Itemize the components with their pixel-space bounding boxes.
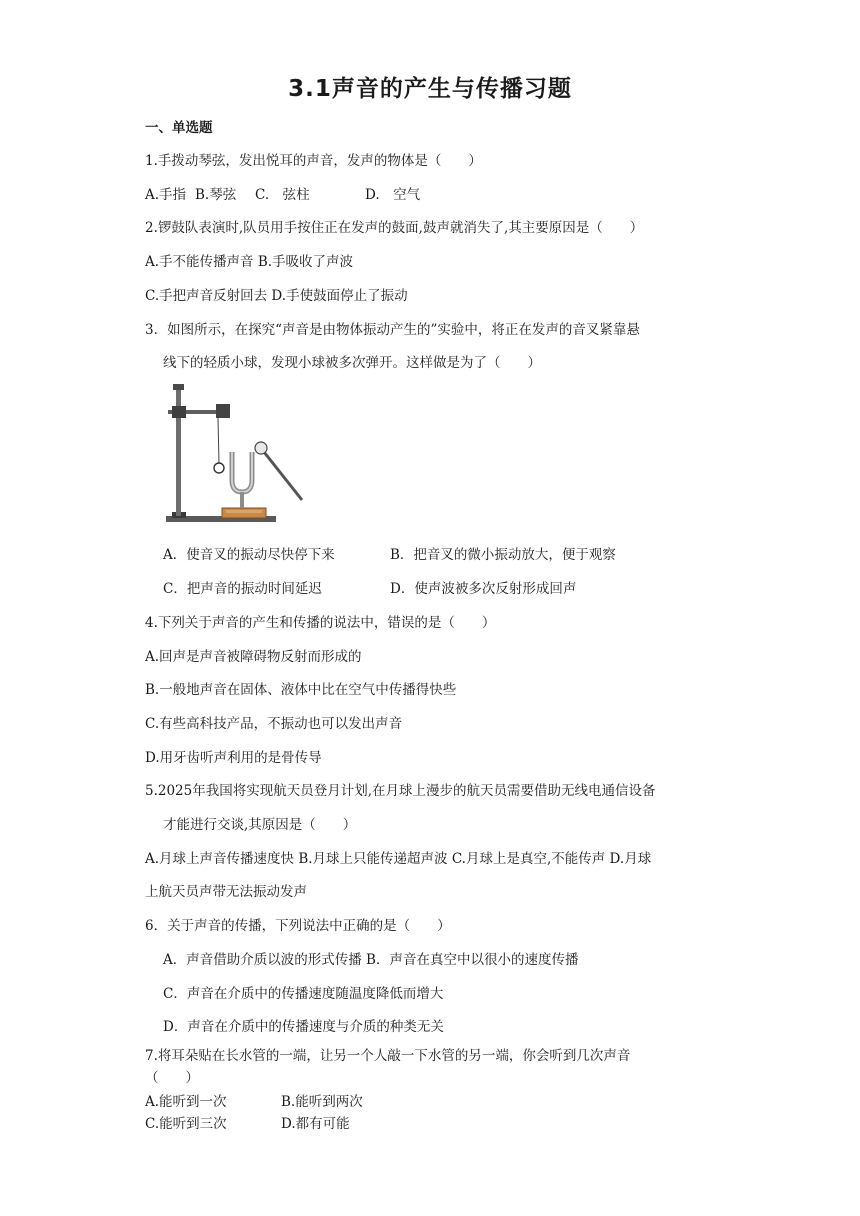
hammer-handle: [264, 452, 302, 500]
question-7-stem: 7.将耳朵贴在长水管的一端，让另一个人敲一下水管的另一端，你会听到几次声音: [145, 1048, 631, 1064]
tuning-fork-figure: [160, 380, 320, 540]
q1-option-c: C. 弦柱: [255, 187, 310, 203]
question-7-option-d: D.都有可能: [281, 1116, 350, 1132]
question-6-options-line-2: C．声音在介质中的传播速度随温度降低而增大: [163, 986, 444, 1002]
question-3-stem-2: 线下的轻质小球，发现小球被多次弹开。这样做是为了（ ）: [163, 355, 541, 371]
resonance-box-top: [226, 510, 262, 513]
question-3-option-c: C．把声音的振动时间延迟: [163, 581, 322, 597]
question-6-options-line-3: D．声音在介质中的传播速度与介质的种类无关: [163, 1019, 444, 1035]
question-4-option-d: D.用牙齿听声利用的是骨传导: [145, 750, 322, 766]
question-6-options-line-1: A．声音借助介质以波的形式传播 B．声音在真空中以很小的速度传播: [163, 952, 579, 968]
section-heading: 一、单选题: [145, 120, 213, 136]
q1-option-a: A.手指: [145, 187, 187, 203]
suspension-thread: [218, 418, 219, 464]
question-5-options-line-1: A.月球上声音传播速度快 B.月球上只能传递超声波 C.月球上是真空,不能传声 D.月球: [145, 851, 652, 867]
question-4-option-a: A.回声是声音被障碍物反射而形成的: [145, 649, 362, 665]
question-3-stem-1: 3．如图所示，在探究“声音是由物体振动产生的”实验中，将正在发声的音叉紧靠悬: [145, 322, 640, 338]
question-3-option-a: A．使音叉的振动尽快停下来: [163, 547, 335, 563]
q1-option-b: B.琴弦: [195, 187, 237, 203]
question-4-option-b: B.一般地声音在固体、液体中比在空气中传播得快些: [145, 682, 457, 698]
question-4-stem: 4.下列关于声音的产生和传播的说法中，错误的是（ ）: [145, 615, 496, 631]
question-5-stem-2: 才能进行交谈,其原因是（ ）: [163, 817, 357, 833]
light-ball: [214, 463, 224, 473]
page-title: 3.1声音的产生与传播习题: [288, 76, 572, 102]
stand-rod-cap: [173, 384, 184, 390]
question-7-option-b: B.能听到两次: [281, 1094, 363, 1110]
hammer-head: [255, 442, 267, 454]
question-7-paren: （ ）: [145, 1070, 199, 1086]
question-3-option-b: B．把音叉的微小振动放大，便于观察: [390, 547, 616, 563]
question-2-stem: 2.锣鼓队表演时,队员用手按住正在发声的鼓面,鼓声就消失了,其主要原因是（ ）: [145, 220, 644, 236]
question-5-options-line-2: 上航天员声带无法振动发声: [145, 884, 307, 900]
stand-clamp: [172, 406, 186, 418]
question-7-option-c: C.能听到三次: [145, 1116, 227, 1132]
question-4-option-c: C.有些高科技产品，不振动也可以发出声音: [145, 716, 403, 732]
question-2-options-line-2: C.手把声音反射回去 D.手使鼓面停止了振动: [145, 288, 408, 304]
q1-option-d: D. 空气: [365, 187, 421, 203]
tuning-fork-stem: [240, 492, 244, 508]
question-6-stem: 6．关于声音的传播，下列说法中正确的是（ ）: [145, 918, 451, 934]
question-1-stem: 1.手拨动琴弦，发出悦耳的声音，发声的物体是（ ）: [145, 153, 482, 169]
question-3-option-d: D．使声波被多次反射形成回声: [390, 581, 577, 597]
question-1-options: [145, 185, 420, 205]
question-7-option-a: A.能听到一次: [145, 1094, 227, 1110]
tuning-fork: [232, 452, 252, 492]
question-2-options-line-1: A.手不能传播声音 B.手吸收了声波: [145, 254, 354, 270]
arm-clamp: [216, 404, 230, 418]
question-5-stem-1: 5.2025年我国将实现航天员登月计划,在月球上漫步的航天员需要借助无线电通信设备: [145, 783, 656, 799]
